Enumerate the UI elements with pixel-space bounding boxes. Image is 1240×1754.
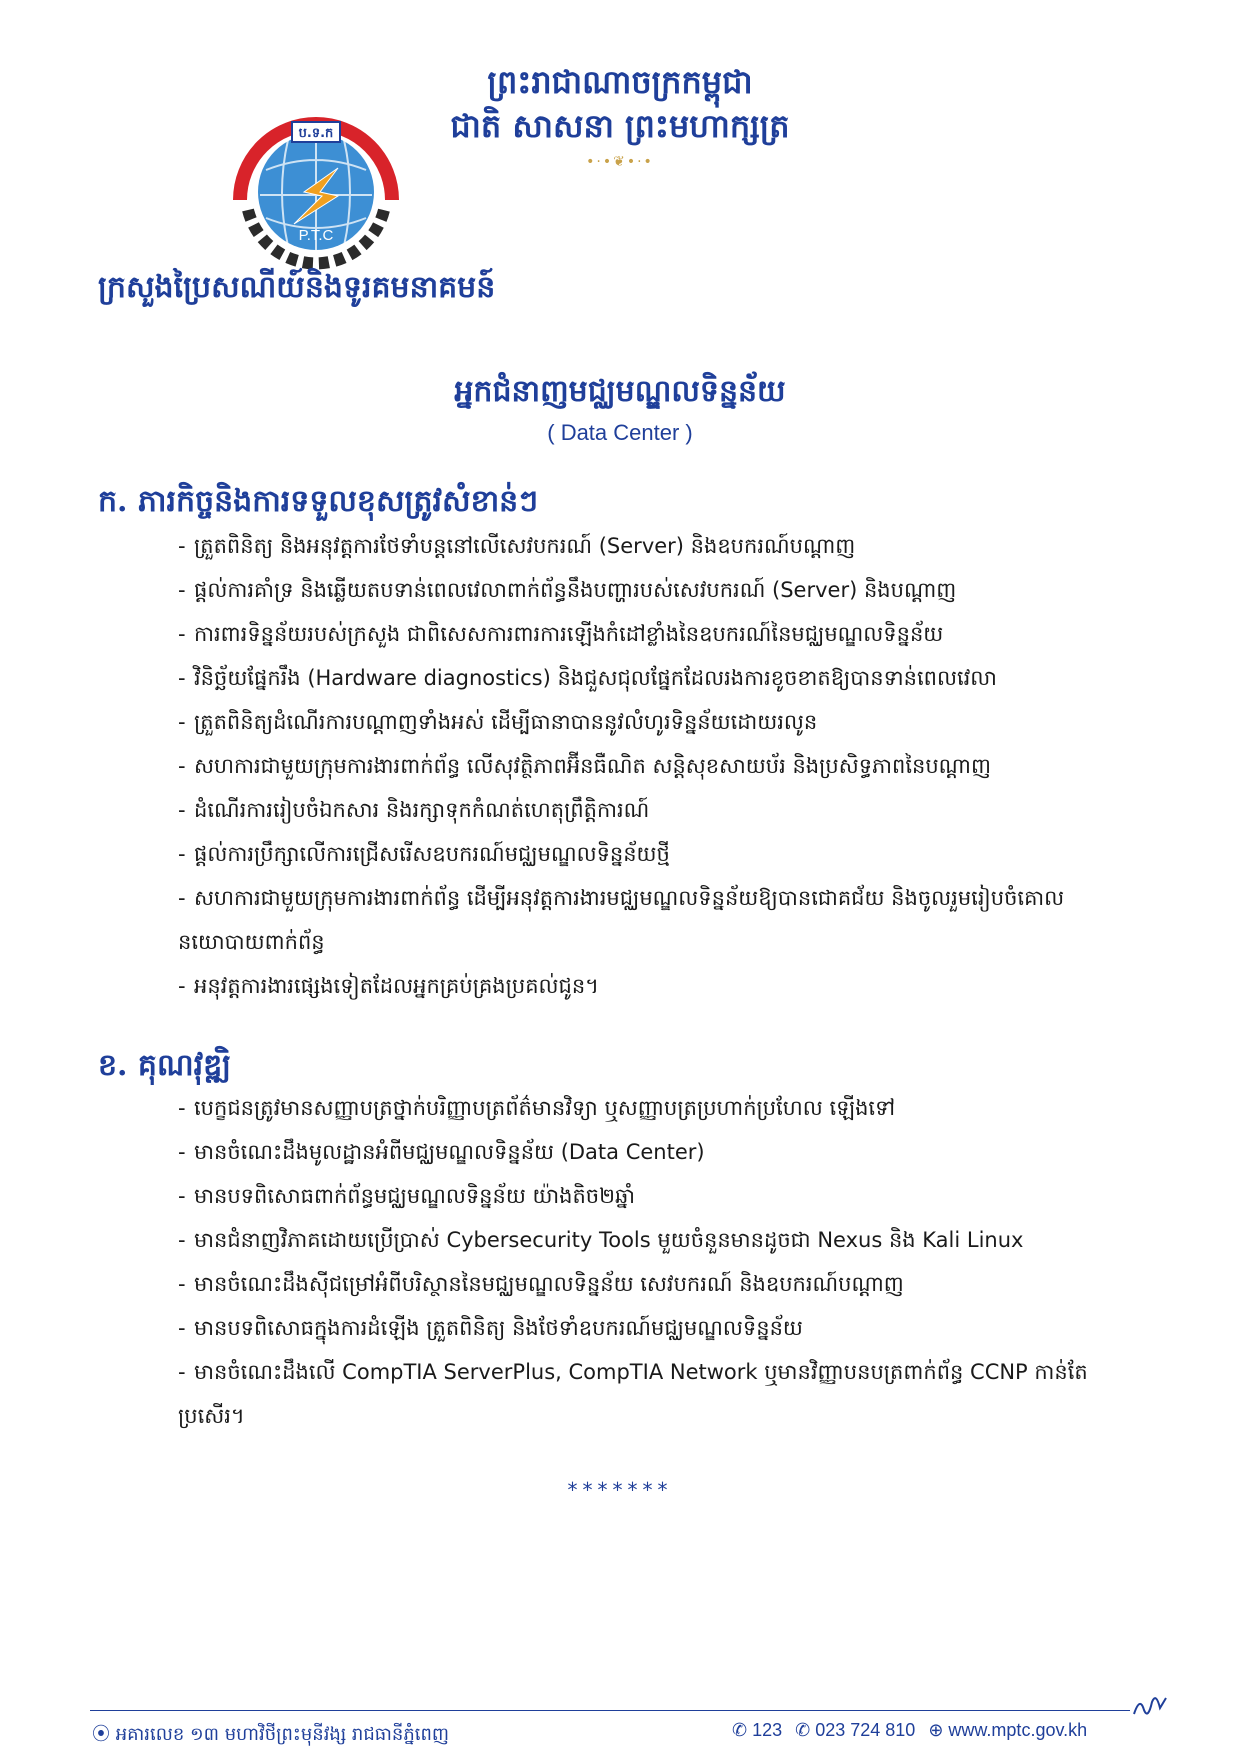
section-b-list xyxy=(178,1086,1138,1438)
list-item: - ត្រួតពិនិត្យដំណើរការបណ្តាញទាំងអស់ ដើម្បីធានាបាននូវលំហូរទិន្នន័យដោយរលូន xyxy=(178,710,818,734)
section-b-heading: ខ. គុណវុឌ្ឍិ xyxy=(98,1048,232,1083)
list-item: - ផ្តល់ការប្រឹក្សាលើការជ្រើសរើសឧបករណ៍មជ្ឈមណ្ឌលទិន្នន័យថ្មី xyxy=(178,842,670,866)
list-item: - មានចំណេះដឹងស៊ីជម្រៅអំពីបរិស្ថាននៃមជ្ឈមណ្ឌលទិន្នន័យ សេវបករណ៍ និងឧបករណ៍បណ្តាញ xyxy=(178,1272,904,1296)
signature-mark xyxy=(1130,1690,1170,1720)
list-item: - មានបទពិសោធក្នុងការដំឡើង ត្រួតពិនិត្យ និងថែទាំឧបករណ៍មជ្ឈមណ្ឌលទិន្នន័យ xyxy=(178,1316,803,1340)
footer-contacts xyxy=(732,1720,1095,1741)
footer-divider xyxy=(90,1710,1130,1711)
ministry-logo xyxy=(226,100,406,280)
divider-ornament: •·•❦•·• xyxy=(586,154,654,170)
end-marker: ******* xyxy=(567,1478,673,1502)
list-item: - ការពារទិន្នន័យរបស់ក្រសួង ជាពិសេសការពារការឡើងកំដៅខ្លាំងនៃឧបករណ៍នៃមជ្ឈមណ្ឌលទិន្នន័យ xyxy=(178,622,944,646)
list-item: - អនុវត្តការងារផ្សេងទៀតដែលអ្នកគ្រប់គ្រងប្រគល់ជូន។ xyxy=(178,974,600,998)
list-item: - មានបទពិសោធពាក់ព័ន្ធមជ្ឈមណ្ឌលទិន្នន័យ យ៉ាងតិច២ឆ្នាំ xyxy=(178,1184,636,1208)
logo-bottom-text: P.T.C xyxy=(298,227,334,244)
list-item: - មានជំនាញវិភាគដោយប្រើប្រាស់ Cybersecurity Tools មួយចំនួនមានដូចជា Nexus និង Kali Linux xyxy=(178,1228,1024,1252)
list-item: - មានចំណេះដឹងលើ CompTIA ServerPlus, CompTIA Network ឬមានវិញ្ញាបនបត្រពាក់ព័ន្ធ CCNP កាន់តែប្រសើរ។ xyxy=(178,1360,1088,1428)
logo-top-text: ប.ទ.ក xyxy=(298,126,334,141)
list-item: - ត្រួតពិនិត្យ និងអនុវត្តការថែទាំបន្តនៅលើសេវបករណ៍ (Server) និងឧបករណ៍បណ្តាញ xyxy=(178,534,856,558)
kingdom-motto-line2: ជាតិ សាសនា ព្រះមហាក្សត្រ xyxy=(450,107,790,145)
kingdom-motto-line1: ព្រះរាជាណាចក្រកម្ពុជា xyxy=(487,63,753,101)
footer-hotline: ✆ 123 xyxy=(732,1720,783,1740)
section-a-heading: ក. ភារកិច្ចនិងការទទួលខុសត្រូវសំខាន់ៗ xyxy=(98,484,538,519)
list-item: - សហការជាមួយក្រុមការងារពាក់ព័ន្ធ លើសុវត្ថិភាពអ៊ីនធឺណិត សន្តិសុខសាយប័រ និងប្រសិទ្ធភាពនៃបណ្តាញ xyxy=(178,754,991,778)
document-subtitle: ( Data Center ) xyxy=(547,420,693,445)
list-item: - វិនិច្ឆ័យផ្នែករឹង (Hardware diagnostics) និងជួសជុលផ្នែកដែលរងការខូចខាតឱ្យបានទាន់ពេលវេលា xyxy=(178,666,997,690)
list-item: - សហការជាមួយក្រុមការងារពាក់ព័ន្ធ ដើម្បីអនុវត្តការងារមជ្ឈមណ្ឌលទិន្នន័យឱ្យបានជោគជ័យ និងចូលរួមរៀបចំគោលនយោបាយពាក់ព័ន្ធ xyxy=(178,886,1065,954)
ministry-name: ក្រសួងប្រៃសណីយ៍និងទូរគមនាគមន៍ xyxy=(98,270,496,305)
document-title: អ្នកជំនាញមជ្ឈមណ្ឌលទិន្នន័យ xyxy=(454,374,786,409)
list-item: - ដំណើរការរៀបចំឯកសារ និងរក្សាទុកកំណត់ហេតុព្រឹត្តិការណ៍ xyxy=(178,798,650,822)
footer-website[interactable]: ⊕ www.mptc.gov.kh xyxy=(928,1720,1088,1740)
footer-phone: ✆ 023 724 810 xyxy=(795,1720,916,1740)
list-item: - មានចំណេះដឹងមូលដ្ឋានអំពីមជ្ឈមណ្ឌលទិន្នន័យ (Data Center) xyxy=(178,1140,705,1164)
footer-address: ⦿ អគារលេខ ១៣ មហាវិថីព្រះមុនីវង្ស រាជធានីភ្នំពេញ xyxy=(92,1724,450,1745)
section-a-list xyxy=(178,524,1138,1008)
list-item: - បេក្ខជនត្រូវមានសញ្ញាបត្រថ្នាក់បរិញ្ញាបត្រព័ត៌មានវិទ្យា ឬសញ្ញាបត្រប្រហាក់ប្រហែល ឡើងទៅ xyxy=(178,1096,896,1120)
list-item: - ផ្តល់ការគាំទ្រ និងឆ្លើយតបទាន់ពេលវេលាពាក់ព័ន្ធនឹងបញ្ហារបស់សេវបករណ៍ (Server) និងបណ្តាញ xyxy=(178,578,957,602)
